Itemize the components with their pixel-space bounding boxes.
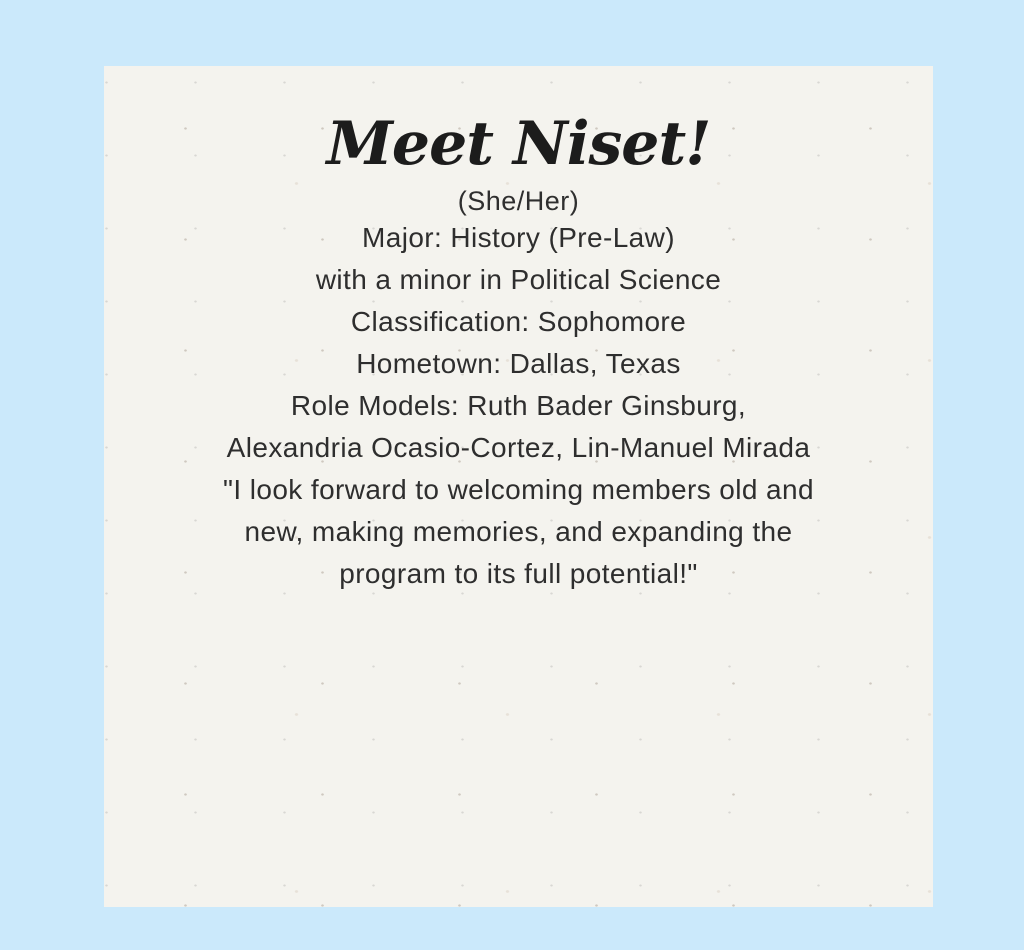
classification-line: Classification: Sophomore — [350, 306, 687, 337]
hometown-line: Hometown: Dallas, Texas — [356, 348, 681, 379]
quote-line-2: new, making memories, and expanding the — [244, 516, 793, 547]
role-models-line-1: Role Models: Ruth Bader Ginsburg, — [290, 390, 747, 421]
quote-line-1: "I look forward to welcoming members old and — [223, 474, 814, 505]
section-major — [104, 217, 933, 301]
major-line-2: with a minor in Political Science — [315, 264, 722, 295]
section-quote — [104, 469, 933, 595]
section-role-models — [104, 385, 933, 469]
role-models-line-2: Alexandria Ocasio-Cortez, Lin-Manuel Mirada — [226, 432, 811, 463]
profile-card — [104, 66, 933, 907]
quote-line-3: program to its full potential!" — [339, 558, 698, 589]
pronouns-text: (She/Her) — [457, 186, 580, 216]
section-classification — [104, 301, 933, 343]
section-hometown — [104, 343, 933, 385]
major-line-1: Major: History (Pre-Law) — [362, 222, 675, 253]
page-title: Meet Niset! — [326, 109, 711, 179]
